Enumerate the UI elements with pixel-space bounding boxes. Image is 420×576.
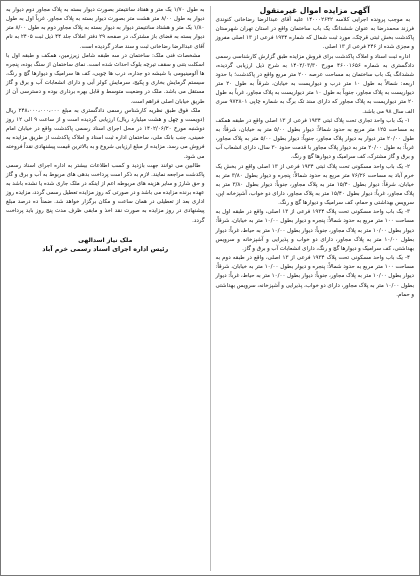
notice-title: آگهی مزایده اموال غیرمنقول <box>259 6 370 15</box>
notice-paragraph: به موجب پرونده اجرایی کلاسه ۱۴۰۰۰۲۶۴۲ علیه آقای عبدالرضا رضاخانی کنوندی فرزند محمدرضا به عنوان ششدانگ یک باب ساختمان واقع در استان تهران شهرستان پاکدشت بخش ثبتی قرچک، مورد ثبت شمال که شماره ۱۹۳۴ فرعی از ۱۳ اصلی مفروز و مجزی شده از ۲۴۶ فرعی از ۱۳ اصلی. <box>215 17 414 51</box>
signatory-title: رئیس اداره اجرای اسناد رسمی خرم آباد <box>42 244 169 253</box>
signature-block <box>6 236 205 254</box>
notice-paragraph: مشخصات فنی ملک: ساختمان در سه طبقه شامل زیرزمین، همکف و طبقه اول با اسکلت بتنی و سقف تیرچه بلوک احداث شده است. نمای ساختمان از سنگ بوده، پنجره ها آلومینیومی با شیشه دو جداره، درب ها چوبی، کف ها سرامیک و دیوارها گچ و رنگ، سیستم گرمایش بخاری و پکیج، سرمایش کولر آبی و دارای انشعابات آب و برق و گاز مستقل می باشد. ملک در وضعیت متوسط و قابل بهره برداری بوده و دسترسی آن از طریق خیابان اصلی فراهم است. <box>6 52 205 105</box>
notice-paragraph: به طول ۱/۷۰ یک متر و هفتاد سانتیمتر بصورت دیوار بسته به پلاک مجاور دوم دیوار به دیوار به طول ۸/۰۰ متر هشت متر بصورت دیوار بسته به پلاک مجاور. غرباً اول به طول ۱/۸۰ یک متر و هشتاد سانتیمتر دیوار به دیوار بسته به پلاک مجاور دوم به طول ۸/۰۰ متر دیوار بسته به فضای باز مشترک، در صفحه ۲۹ دفتر املاک جلد ۴۴ ذیل ثبت ۲۴۰۵ به نام آقای عبدالرضا رضاخانی ثبت و سند صادر گردیده است. <box>6 7 205 50</box>
signatory-name: ملک نیاز اسدالهی <box>78 236 133 244</box>
notice-column-left <box>6 6 205 571</box>
notice-paragraph: ۴- یک باب واحد مسکونی تحت پلاک ۱۹۳۴ فرعی از ۱۳ اصلی، واقع در طبقه دوم به مساحت ۱۰۰ متر مربع به حدود شمالاً: پنجره و دیوار بطول ۱۰/۰۰ متر به خیابان، شرقاً: دیوار بطول ۱۰/۰۰ متر به پلاک مجاور، جنوباً: دیوار بطول ۱۰/۰۰ متر به حیاط، غرباً: دیوار بطول ۱۰/۰۰ متر به پلاک مجاور، دارای دو خواب، پذیرایی و آشپزخانه، سرویس بهداشتی و حمام. <box>215 255 414 298</box>
notice-paragraph: اداره ثبت اسناد و املاک پاکدشت برای فروش مزایده طبق گزارش کارشناسی رسمی دادگستری به شماره ۴۶۰۰۱۶۵۶ مورخ ۱۴۰۲/۰۳/۳۰ به شرح ذیل ارزیابی گردیده، ششدانگ یک باب ساختمان به مساحت عرصه ۲۰۰ متر مربع واقع در پاکدشت؛ با حدود اربعه: شمالاً به طول ۱۰ متر درب و دیواریست به خیابان، شرقاً به طول ۲۰ متر دیواریست به پلاک مجاور، جنوباً به طول ۱۰ متر دیواریست به پلاک مجاور، غرباً به طول ۲۰ متر دیواریست به پلاک مجاور که دارای سند تک برگ به شماره چاپی ۹۷۲۸۰۱ سری الف سال ۹۸ می باشد. <box>215 53 414 115</box>
notice-paragraph: ملک فوق طبق نظریه کارشناس رسمی دادگستری به مبلغ ۲۴۸،۰۰۰،۰۰۰،۰۰۰ ریال (دویست و چهل و هشت میلیارد ریال) ارزیابی گردیده است و از ساعت ۹ الی ۱۲ روز دوشنبه مورخ ۱۴۰۲/۰۶/۲۰ در محل اجرای اسناد رسمی پاکدشت واقع در خیابان امام خمینی، جنب بانک ملی، ساختمان اداره ثبت اسناد و املاک پاکدشت از طریق مزایده به فروش می رسد. مزایده از مبلغ ارزیابی شروع و به بالاترین قیمت پیشنهادی نقداً فروخته می شود. <box>6 107 205 160</box>
notice-paragraph: ۳- یک باب واحد مسکونی تحت پلاک ۱۹۳۴ فرعی از ۱۳ اصلی، واقع در طبقه اول به مساحت ۱۰۰ متر مربع به حدود شمالاً: پنجره و دیوار بطول ۱۰/۰۰ متر به خیابان، شرقاً: دیوار بطول ۱۰/۰۰ متر به پلاک مجاور، جنوباً: دیوار بطول ۱۰/۰۰ متر به حیاط، غرباً: دیوار بطول ۱۰/۰۰ متر به پلاک مجاور، دارای دو خواب و پذیرایی و آشپزخانه و سرویس بهداشتی، کف سرامیک و دیوارها گچ و رنگ، دارای انشعابات آب و برق و گاز. <box>215 209 414 252</box>
notice-paragraph: ۲- یک باب واحد مسکونی تحت پلاک ثبتی ۱۹۳۴ فرعی از ۱۳ اصلی واقع در بخش یک خرم آباد به مساحت ۷۶/۲۶ متر مربع به حدود شمالاً: پنجره و دیوار بطول ۳/۸۰ متر به خیابان، شرقاً: دیوار بطول ۱۵/۴۰ متر به پلاک مجاور، جنوباً: دیوار بطول ۳/۸۰ متر به پلاک مجاور، غرباً: دیوار بطول ۱۵/۴۰ متر به پلاک مجاور، دارای دو خواب، آشپزخانه اپن، سرویس بهداشتی و حمام، کف سرامیک و دیوارها گچ و رنگ. <box>215 163 414 207</box>
notice-paragraph: ۱- یک باب واحد تجاری تحت پلاک ثبتی ۱۹۳۴ فرعی از ۱۳ اصلی واقع در طبقه همکف به مساحت ۱۲۵ متر مربع به حدود شمالاً: دیوار بطول ۵/۰۰ متر به خیابان، شرقاً: به طول ۲۰/۰۰ متر دیوار به دیوار پلاک مجاور، جنوباً: دیوار بطول ۵/۰۰ متر به پلاک مجاور، غرباً: به طول ۲۰/۰۰ متر به دیوار پلاک مجاور با قدمت حدود ۳۰ سال، دارای انشعاب آب و برق و گاز مشترک، کف سرامیک و دیوارها گچ و رنگ. <box>215 117 415 161</box>
column-divider <box>210 6 211 571</box>
notice-column-right <box>216 6 415 571</box>
notice-paragraph: طالبین می توانند جهت بازدید و کسب اطلاعات بیشتر به اداره اجرای اسناد رسمی پاکدشت مراجعه نمایند. لازم به ذکر است پرداخت بدهی های مربوط به آب و برق و گاز و حق شارژ و سایر هزینه های مربوطه اعم از اینکه در ملک جاری شده یا نشده باشد به عهده برنده مزایده می باشد و در صورتی که روز مزایده تعطیل رسمی گردد، مزایده روز اداری بعد از تعطیلی در همان ساعت و مکان برگزار خواهد شد. ضمناً ده درصد مبلغ پیشنهادی در روز مزایده به صورت نقد اخذ و مابقی ظرف مدت پنج روز باید پرداخت گردد. <box>6 162 205 224</box>
